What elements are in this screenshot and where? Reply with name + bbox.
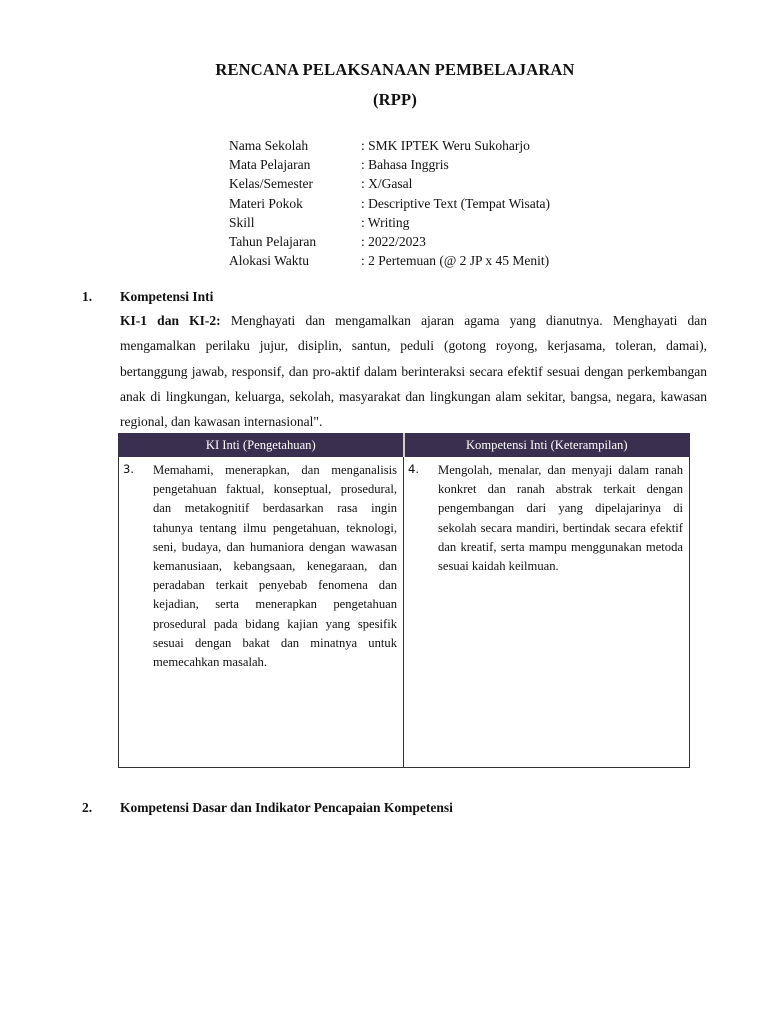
identity-label: Kelas/Semester <box>229 176 313 192</box>
identity-value: : Writing <box>361 214 410 230</box>
ki-label: KI-1 dan KI-2: <box>120 313 221 328</box>
identity-label: Tahun Pelajaran <box>229 233 317 249</box>
identity-label: Alokasi Waktu <box>229 253 310 269</box>
section2-title: Kompetensi Dasar dan Indikator Pencapaian Kompetensi <box>120 800 453 815</box>
identity-value: : 2 Pertemuan (@ 2 JP x 45 Menit) <box>361 253 550 269</box>
identity-value: : SMK IPTEK Weru Sukoharjo <box>361 138 530 153</box>
table-header-pengetahuan: KI Inti (Pengetahuan) <box>119 434 404 457</box>
table-row <box>119 457 690 768</box>
document-subtitle: (RPP) <box>372 90 418 109</box>
ki4-text: Mengolah, menalar, dan menyaji dalam ranah konkret dan ranah abstrak terkait dengan pengembangan dari yang dipelajarinya di sekolah secara mandiri, bertindak secara efektif dan kreatif, serta mampu menggunakan metoda sesuai kaidah keilmuan. <box>438 463 683 574</box>
table-header-row <box>119 434 690 457</box>
table-header-keterampilan: Kompetensi Inti (Keterampilan) <box>404 434 690 457</box>
ki4-number: 4. <box>408 462 419 476</box>
section1-title: Kompetensi Inti <box>120 289 214 304</box>
ki-paragraph <box>120 308 707 434</box>
identity-label: Mata Pelajaran <box>229 157 311 173</box>
identity-value: : 2022/2023 <box>361 233 426 249</box>
identity-value: : X/Gasal <box>361 176 413 192</box>
ki3-text: Memahami, menerapkan, dan menganalisis pengetahuan faktual, konseptual, prosedural, dan metakognitif berdasarkan rasa ingin tahunya tentang ilmu pengetahuan, teknologi, seni, budaya, dan humaniora dengan wawasan kemanusiaan, kebangsaan, kenegaraan, dan peradaban terkait penyebab fenomena dan kejadian, serta menerapkan pengetahuan prosedural pada bidang kajian yang spesifik sesuai dengan bakat dan minatnya untuk memecahkan masalah. <box>153 463 397 670</box>
identity-label: Nama Sekolah <box>229 138 309 153</box>
section1-number: 1. <box>82 289 93 304</box>
kompetensi-table <box>118 433 690 768</box>
document-title: RENCANA PELAKSANAAN PEMBELAJARAN <box>215 60 575 79</box>
ki3-number: 3. <box>123 462 134 476</box>
section2-number: 2. <box>82 800 93 815</box>
identity-value: : Descriptive Text (Tempat Wisata) <box>361 195 551 211</box>
identity-value: : Bahasa Inggris <box>361 157 449 173</box>
table-cell-pengetahuan <box>119 457 404 768</box>
table-cell-keterampilan <box>404 457 690 768</box>
identity-label: Materi Pokok <box>229 195 303 211</box>
identity-label: Skill <box>229 214 255 230</box>
ki-text: Menghayati dan mengamalkan ajaran agama yang dianutnya. Menghayati dan mengamalkan perilaku jujur, disiplin, santun, peduli (gotong royong, kerjasama, toleran, damai), bertanggung jawab, responsif, dan pro-aktif dalam berinteraksi secara efektif sesuai dengan perkembangan anak di lingkungan, keluarga, sekolah, masyarakat dan lingkungan alam sekitar, bangsa, negara, kawasan regional, dan kawasan internasional". <box>120 313 708 430</box>
